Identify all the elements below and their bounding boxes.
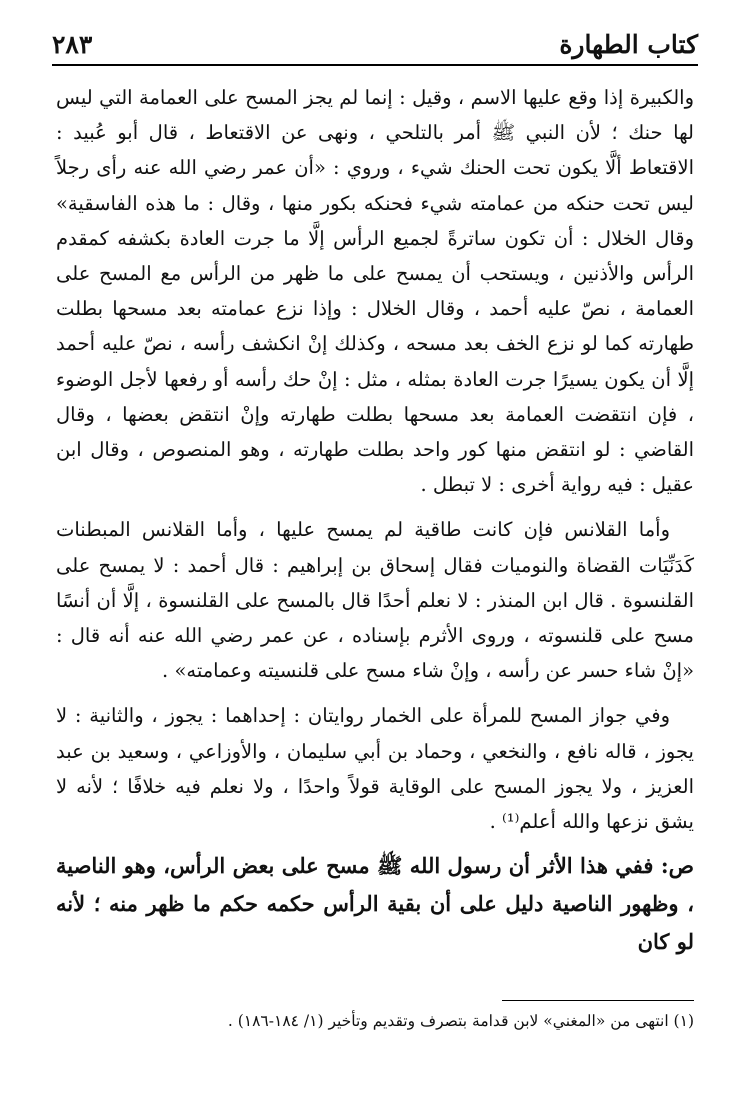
- header-rule: [52, 64, 698, 66]
- page-header: [52, 24, 698, 64]
- paragraph-turban-wiping: والكبيرة إذا وقع عليها الاسم ، وقيل : إنما لم يجز المسح على العمامة التي ليس لها حنك ؛ لأن النبي ﷺ أمر بالتلحي ، ونهى عن الاقتعاط ، قال أبو عُبيد : الاقتعاط ألَّا يكون تحت الحنك شيء ، وروي : «أن عمر رضي الله عنه رأى رجلاً ليس تحت حنكه من عمامته شيء فحنكه بكور منها ، وقال : ما هذه الفاسقية» وقال الخلال : أن تكون ساترةً لجميع الرأس إلَّا ما جرت العادة بكشفه كمقدم الرأس والأذنين ، ويستحب أن يمسح على ما ظهر من الرأس مع المسح على العمامة ، نصّ عليه أحمد ، وقال الخلال : وإذا نزع عمامته بعد مسحها بطلت طهارته كما لو نزع الخف بعد مسحه ، وكذلك إنْ انكشف رأسه ، نصّ عليه أحمد إلَّا أن يكون يسيرًا جرت العادة بمثله ، مثل : إنْ حك رأسه أو رفعها لأجل الوضوء ، فإن انتقضت العمامة بعد مسحها بطلت طهارته وإنْ انتقض بعضها ، وقال القاضي : لو انتقض منها كور واحد بطلت طهارته ، وهو المنصوص ، وقال ابن عقيل : فيه رواية أخرى : لا تبطل .: [56, 86, 694, 497]
- main-text: [56, 80, 694, 961]
- chapter-title: كتاب الطهارة: [559, 29, 698, 59]
- paragraph-headscarf: وفي جواز المسح للمرأة على الخمار روايتان : إحداهما : يجوز ، والثانية : لا يجوز ، قاله نافع ، والنخعي ، وحماد بن أبي سليمان ، والأوزاعي ، وسعيد بن عبد العزيز ، ولا يجوز المسح على الوقاية قولاً واحدًا ، ولا نعلم فيه خلافًا ؛ لأنه لا يشق نزعها والله أعلم⁽¹⁾ .: [56, 704, 694, 834]
- paragraph-commentary: ص: ففي هذا الأثر أن رسول الله ﷺ مسح على بعض الرأس، وهو الناصية ، وظهور الناصية دليل على أن بقية الرأس حكمه حكم ما ظهر منه ؛ لأنه لو كان: [56, 853, 694, 955]
- footnote-divider: [502, 1000, 694, 1001]
- footnote: (١) انتهى من «المغني» لابن قدامة بتصرف وتقديم وتأخير (١/ ١٨٤-١٨٦) .: [227, 1012, 694, 1030]
- page-number: ٢٨٣: [52, 29, 93, 59]
- paragraph-caps: وأما القلانس فإن كانت طاقية لم يمسح عليها ، وأما القلانس المبطنات كَدَنِّيَات القضاة والنوميات فقال إسحاق بن إبراهيم : قال أحمد : لا يمسح على القلنسوة . قال ابن المنذر : لا نعلم أحدًا قال بالمسح على القلنسوة ، إلَّا أن أنسًا مسح على قلنسوته ، وروى الأثرم بإسناده ، عن عمر رضي الله عنه أنه قال : «إنْ شاء حسر عن رأسه ، وإنْ شاء مسح على قلنسيته وعمامته» .: [56, 518, 694, 683]
